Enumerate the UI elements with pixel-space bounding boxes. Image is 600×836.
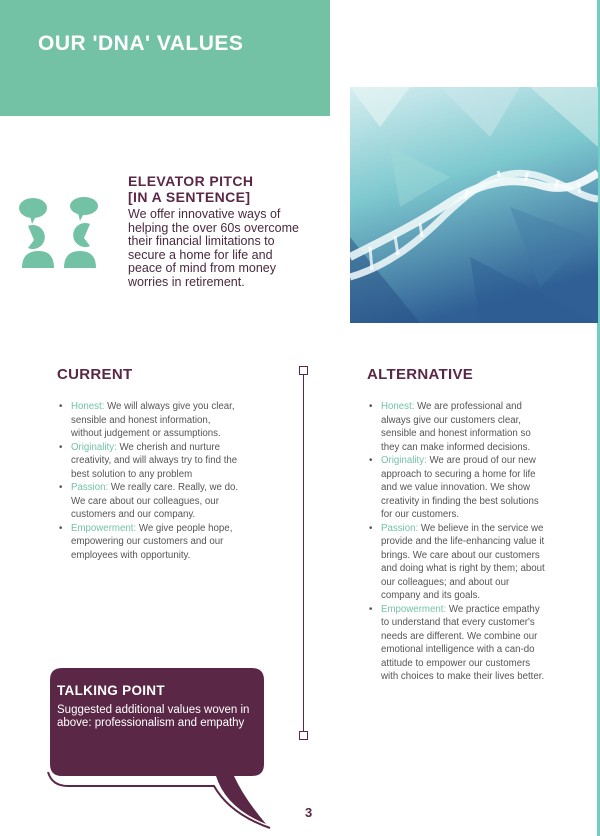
dna-helix-image — [350, 87, 598, 323]
page-number: 3 — [305, 805, 313, 820]
column-divider — [303, 371, 304, 736]
value-term: Originality: — [381, 455, 427, 466]
elevator-pitch-heading — [128, 173, 328, 205]
value-term: Empowerment: — [381, 603, 447, 615]
value-text: We cherish and nurture creativity, and will always try to find the best solution to any problem — [71, 441, 238, 480]
list-item — [57, 481, 242, 522]
current-heading: CURRENT — [57, 366, 133, 383]
value-text: We give people hope, empowering our customers and our employees with opportunity. — [71, 522, 233, 561]
page-title: OUR 'DNA' VALUES — [38, 32, 244, 55]
list-item — [367, 400, 549, 454]
elevator-pitch-heading-line1: ELEVATOR PITCH — [128, 173, 254, 189]
value-text: We really care. Really, we do. We care about our colleagues, our customers and our company. — [71, 482, 239, 520]
list-item — [367, 454, 549, 522]
talking-point-text: Suggested additional values woven in above: professionalism and empathy — [57, 704, 250, 729]
value-text: We are professional and always give our customers clear, sensible and honest information so they can make informed decisions. — [381, 401, 531, 453]
elevator-pitch-text: We offer innovative ways of helping the over 60s overcome their financial limitations to secure a home for life and peace of mind from money worries in retirement. — [128, 207, 299, 289]
value-term: Originality: — [71, 441, 117, 453]
list-item — [367, 603, 549, 684]
list-item — [57, 522, 242, 563]
value-term: Empowerment: — [71, 522, 137, 534]
conversation-icon — [14, 196, 106, 270]
value-text: We will always give you clear, sensible and honest information, without judgement or assumptions. — [71, 401, 235, 439]
alternative-values-list — [367, 400, 549, 684]
value-text: We are proud of our new approach to securing a home for life and we value innovation. We show creativity in finding the best solutions for our customers. — [381, 455, 539, 520]
divider-top-handle — [299, 366, 308, 375]
divider-bottom-handle — [299, 731, 308, 740]
talking-point-heading: TALKING POINT — [57, 683, 165, 698]
title-banner — [0, 0, 330, 116]
alternative-heading: ALTERNATIVE — [367, 366, 474, 383]
value-term: Honest: — [381, 401, 415, 412]
value-text: We practice empathy to understand that every customer's needs are different. We combine our emotional intelligence with a can-do attitude to empower our customers with choices to make their lives better. — [381, 603, 545, 682]
list-item — [367, 522, 549, 603]
value-term: Passion: — [381, 522, 419, 534]
elevator-pitch-heading-line2: [IN A SENTENCE] — [128, 189, 251, 205]
current-values-list — [57, 400, 242, 562]
value-text: We believe in the service we provide and the life-enhancing value it brings. We care about our customers and doing what is right by them; about our colleagues; and about our company and its goals. — [381, 522, 545, 601]
list-item — [57, 400, 242, 441]
value-term: Passion: — [71, 482, 109, 493]
value-term: Honest: — [71, 401, 105, 412]
list-item — [57, 441, 242, 482]
